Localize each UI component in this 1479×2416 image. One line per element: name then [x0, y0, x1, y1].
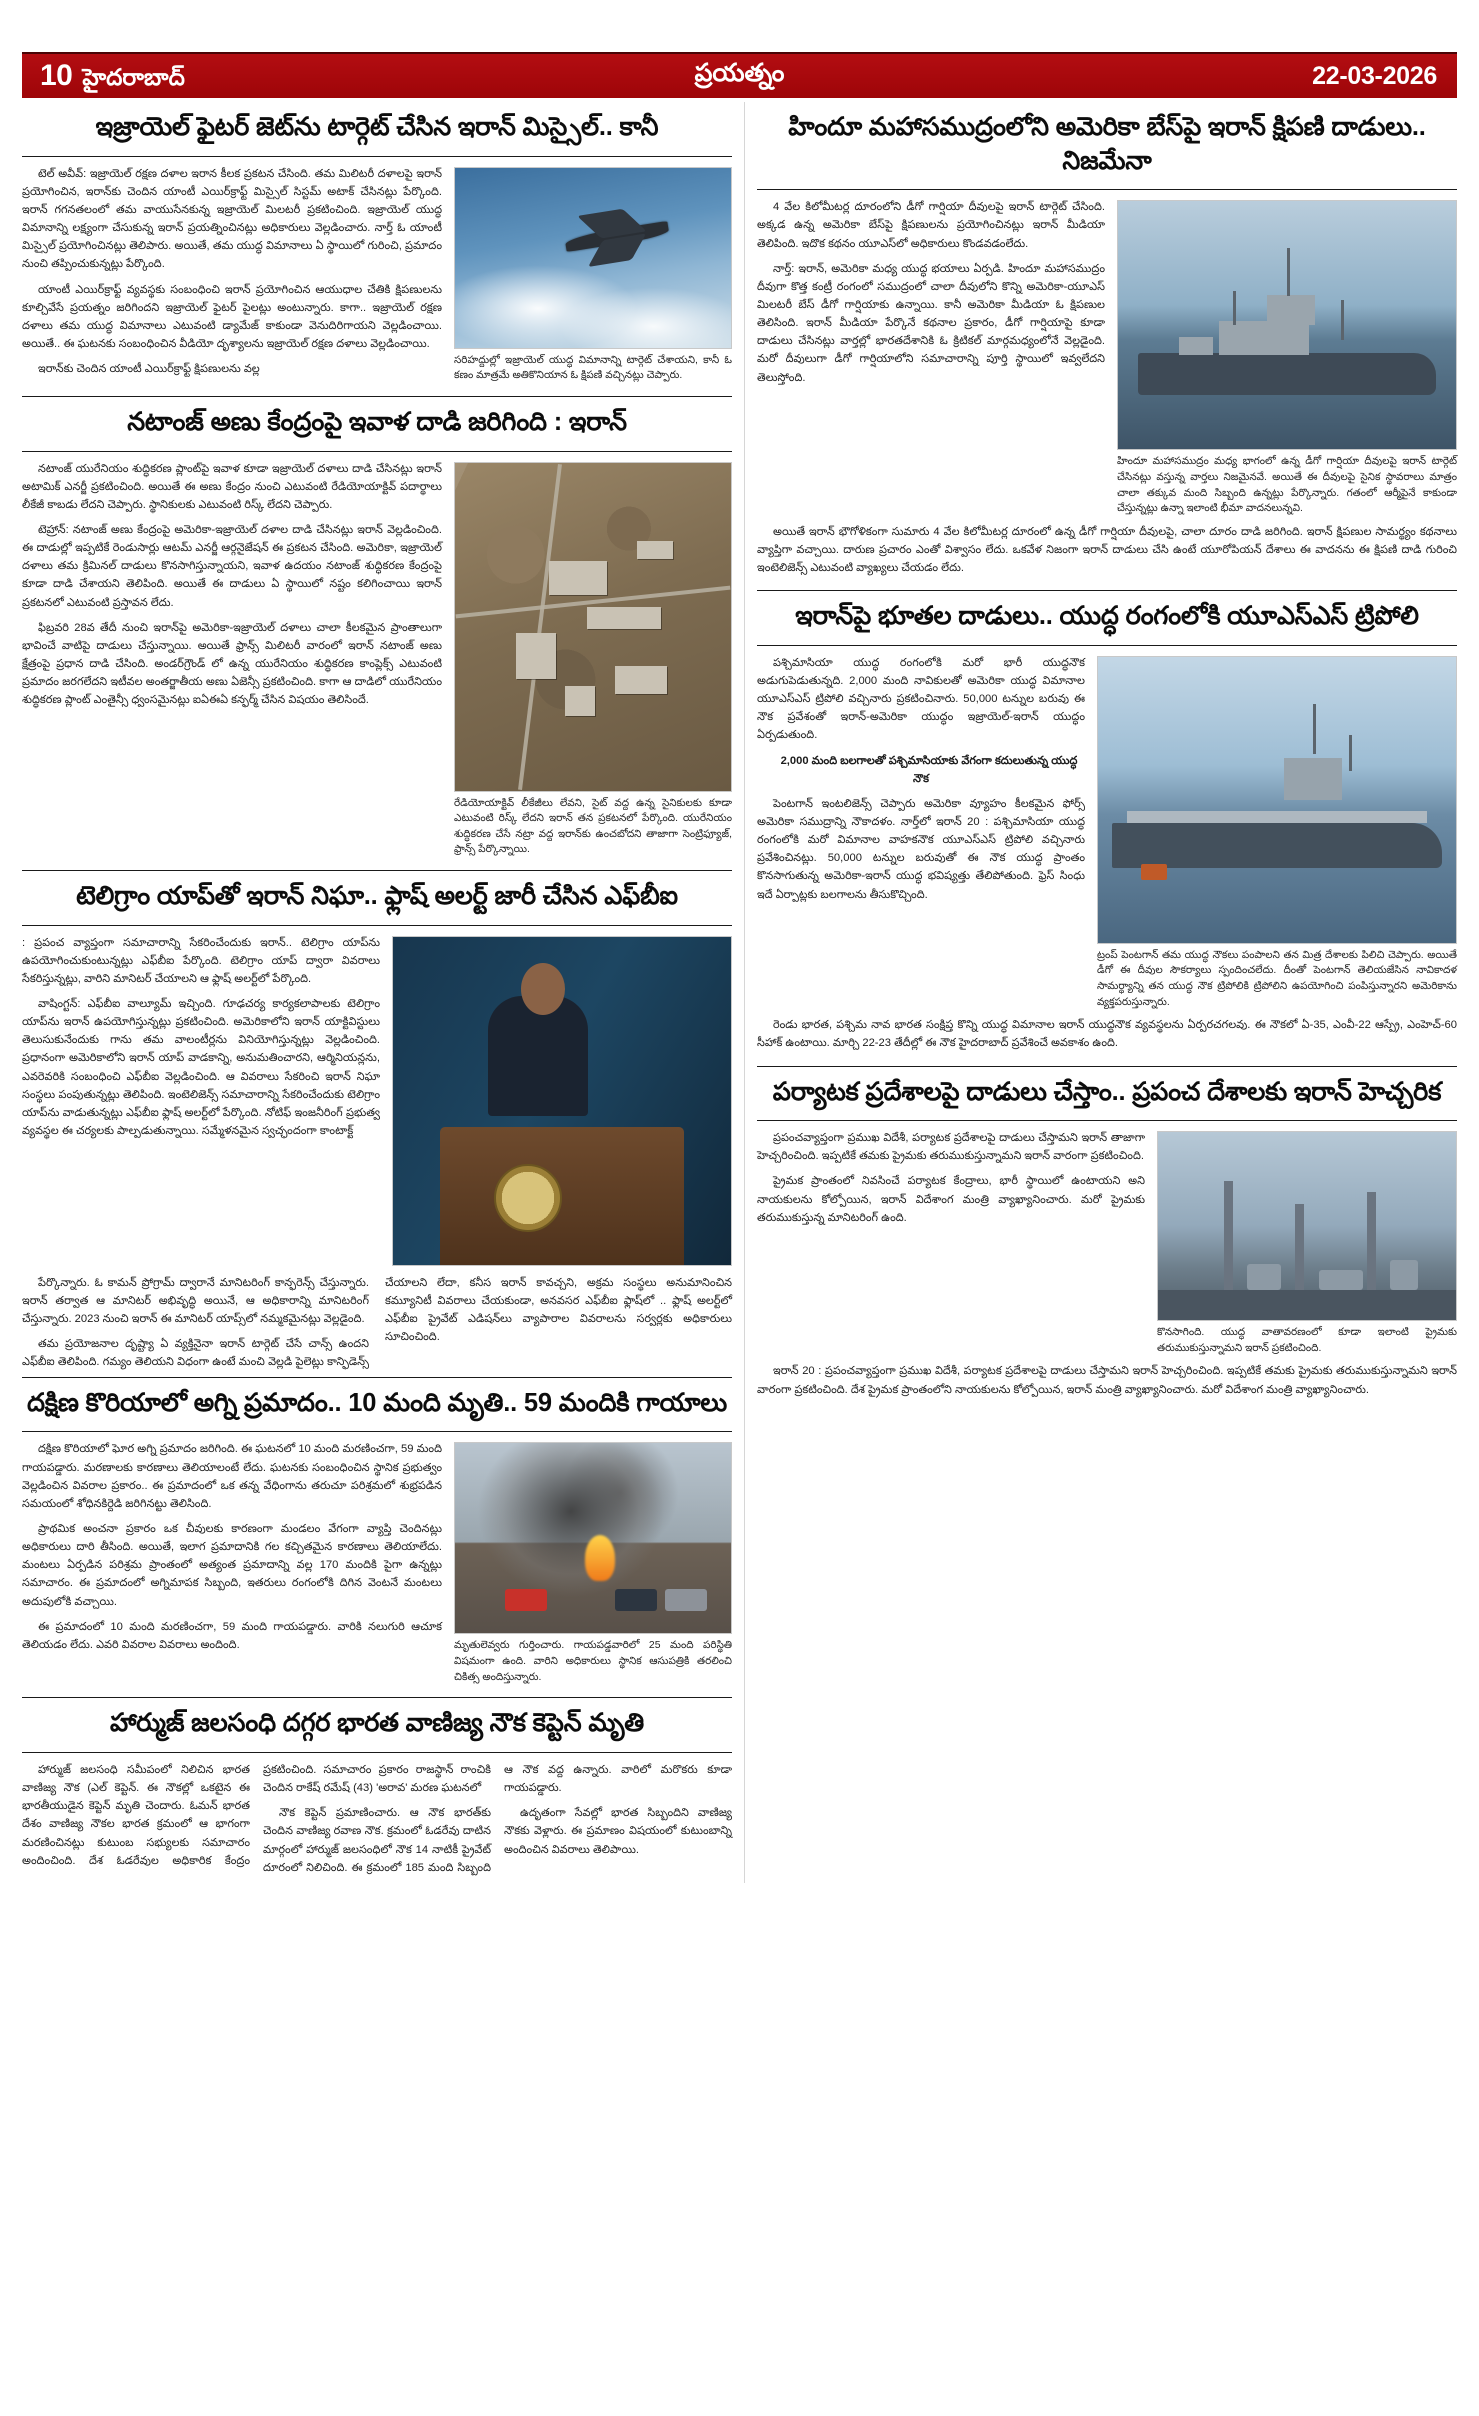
article-hormuz-captain	[22, 1697, 732, 1877]
agency-seal-icon	[494, 1164, 562, 1232]
headline: హిందూ మహాసముద్రంలోని అమెరికా బేస్‌పై ఇరాన్ క్షిపణి దాడులు.. నిజమేనా	[788, 113, 1426, 175]
paragraph: ఈ ప్రమాదంలో 10 మంది మరణించగా, 59 మంది గాయపడ్డారు. వారికి నలుగురి ఆచూక తెలియడం లేదు. ఎవరి వివరాల వివరాలు అందింది.	[22, 1620, 442, 1651]
article-south-korea-fire	[22, 1377, 732, 1691]
headline: పర్యాటక ప్రదేశాలపై దాడులు చేస్తాం.. ప్రపంచ దేశాలకు ఇరాన్ హెచ్చరిక	[772, 1077, 1442, 1106]
warship-at-port-photo	[1117, 200, 1457, 450]
figure-warship	[1117, 200, 1457, 516]
paragraph: రెండు భారత, పశ్చిమ నావ భారత సంక్షిప్త కొన్ని యుద్ధ విమానాల ఇరాన్ యుద్ధనౌక వ్యవస్థలను ఏర్పరచగలవు. ఈ నౌకలో ఏ-35, ఎంవీ-22 ఆస్ప్రే, ఎంహెచ్-60 సీహాక్ ఉంటాయి. మార్చి 22-23 తేదీల్లో ఈ నౌక హైదరాబాద్ ప్రవేశించే అవకాశం ఉంది.	[757, 1019, 1457, 1050]
headline: హార్ముజ్ జలసంధి దగ్గర భారత వాణిజ్య నౌక కెప్టెన్ మృతి	[109, 1709, 645, 1738]
paragraph: టెహ్రాన్: నటాంజ్ అణు కేంద్రంపై అమెరికా-ఇజ్రాయెల్ దళాల దాడి చేసినట్లు ఇరాన్ వెల్లడించింది. ఈ దాడుల్లో ఇప్పటికే రెండుసార్లు ఆటమ్ ఎనర్జీ ఆర్గనైజేషన్ ఈ ప్రకటన చేసింది. అమెరికా, ఇజ్రాయెల్ దళాలు తమ క్రిమినల్ దాడులు కొనసాగిస్తున్నాయని, ఇవాళ ఉదయం నటాంజ్ శుద్ధికరణ కేంద్రంపై కూడా దాడి చేశాయని తెలిపింది. అయితే ఈ దాడులు ఏ స్థాయిలో నష్టం కలిగించాయి ఇరాన్ ప్రకటనలో ఎటువంటి ప్రస్తావన లేదు.	[22, 523, 442, 609]
south-korea-fire-photo	[454, 1442, 732, 1634]
jet-silhouette-icon	[565, 221, 670, 252]
figure-natanz-satellite	[454, 462, 732, 858]
paragraph: టెల్ అవీవ్: ఇజ్రాయెల్ రక్షణ దళాల ఇరాన కీలక ప్రకటన చేసింది. తమ మిలిటరీ దళాలపై ఇరాన్ ప్రయోగించిన, ఇరాన్‌కు చెందిన యాంటీ ఎయిర్‌క్రాఫ్ట్ మిస్సైల్ సిస్టమ్ అటాక్ చేసినట్లు పేర్కొంది. ఇరాన్ గగనతలంలో తమ వాయుసేనకున్న ఇజ్రాయెల్ మిలటరీ ప్రకటించింది. ఇజ్రాయెల్ యుద్ధ విమానాన్ని లక్ష్యంగా చేసుకున్న ఇరాన్ ప్రయత్నించినట్లు అధికారులు వెల్లడించారు. నార్త్ ఓ యాంటీ మిస్సైల్ ప్రయోగించినట్లు తెలిపారు. అయితే, తమ యుద్ధ విమానాలు ఏ స్థాయిలో గురించి, ప్రమాదం నుంచి తప్పించుకున్నట్లు పేర్కొంది.	[22, 167, 442, 271]
paragraph: వాషింగ్టన్: ఎఫ్‌బీఐ వాల్యూమ్ ఇచ్చింది. గూఢచర్య కార్యకలాపాలకు టెలిగ్రాం యాప్‌ను ఇరాన్ ఉపయోగిస్తున్నట్లు ప్రకటించింది. అమెరికాలోని ఇరాన్ యాక్టివిస్టులు తెలుసుకునేందుకు గాను తమ వాలంటీర్లను వినియోగిస్తున్నట్లు వెల్లడించింది. ప్రధానంగా అమెరికాలోని ఇరాన్ యాప్ వాడకాన్ని, అనుమతించారని, ఆర్మినియన్లను, ఎవరెవరికి సంబంధించి ఎఫ్‌బీఐ వెల్లడించింది. ఆ వివరాలు సేకరించి ఇరాన్ నిఘా సంస్థలు పంపుతున్నట్లు తెలిపింది. ఇంటెలిజెన్స్ సమాచారాన్ని సేకరించేందుకు టెలిగ్రాం యాప్‌ను వాడుతున్నట్లు ఎఫ్‌బీఐ ఫ్లాష్ అలర్ట్‌లో పేర్కొంది. నోటిఫ్ ఇంజనీరింగ్ ప్రభుత్వ వ్యవస్థల ఈ చర్యలకు పాల్పడుతున్నాయి. సమ్మేళనమైన స్వచ్ఛందంగా కాంటాక్ట్	[22, 998, 380, 1138]
paragraph: దక్షిణ కొరియాలో ఘోర అగ్ని ప్రమాదం జరిగింది. ఈ ఘటనలో 10 మంది మరణించగా, 59 మంది గాయపడ్డారు. మరణాలకు కారణాలు తెలియాలంటే లేదు. ఘటనకు సంబంధించిన స్థానిక ప్రభుత్వం వెల్లడించిన వివరాల ప్రకారం.. ఈ ప్రమాదంలో ఒక తన్న వేధింగాను తరుచూ పరిశ్రమలో శుభ్రపడిన సమయంలో శోధినకిర్దెడి జరిగినట్టు తెలిసింది.	[22, 1443, 442, 1510]
photo-caption: మృతులెవ్వరు గుర్తించారు. గాయపడ్డవారిలో 25 మంది పరిస్థితి విషమంగా ఉంది. వారిని అధికారులు స్థానిక ఆసుపత్రికి తరలించి చికిత్స అందిస్తున్నారు.	[454, 1640, 732, 1683]
publication-date: 22-03-2026	[1312, 61, 1437, 90]
right-column	[744, 102, 1457, 1883]
figure-korea-fire	[454, 1442, 732, 1685]
figure-fighter-jet	[454, 167, 732, 384]
speaker-head	[521, 963, 565, 1015]
paragraph: ప్రపంచవ్యాప్తంగా ప్రముఖ విదేశీ, పర్యాటక ప్రదేశాలపై దాడులు చేస్తామని ఇరాన్ తాజాగా హెచ్చరించింది. ఇప్పటికే తమకు ప్రైమకు తరుముకుస్తున్నామని ఇరాన్ వారంగా ప్రకటించింది.	[757, 1132, 1145, 1163]
fighter-jet-photo	[454, 167, 732, 349]
headline: ఇజ్రాయెల్ ఫైటర్ జెట్‌ను టార్గెట్ చేసిన ఇరాన్ మిస్సైల్.. కానీ	[95, 113, 659, 141]
article-tourist-sites-threat	[757, 1066, 1457, 1406]
natanz-satellite-photo	[454, 462, 732, 792]
paragraph: యాంటీ ఎయిర్‌క్రాఫ్ట్ వ్యవస్థకు సంబంధించి ఇరాన్ ప్రయోగించిన ఆయుధాల చేతికి క్షిపణులను కూల్చివేసే ప్రయత్నం జరిగిందని ఇజ్రాయెల్ ఫైటర్ పైలట్లు అంటున్నారు. కాగా.. ఇజ్రాయెల్ రక్షణ దళాలు తమ యుద్ధ విమానాలు ఎటువంటి డ్యామేజ్ కాకుండా వెనుదిరిగాయని వెల్లడించాయి. అయితే.. ఈ ఘటనకు సంబంధించిన వీడియో దృశ్యాలను ఇజ్రాయెల్ రక్షణ దళాలు వెల్లడించాయి.	[22, 283, 442, 350]
masthead-left	[22, 61, 185, 91]
vehicle-icon	[615, 1589, 657, 1611]
flame-icon	[585, 1535, 615, 1581]
paragraph: ప్రైమక ప్రాంతంలో నివసించే పర్యాటక కేంద్రాలు, భారీ స్థాయిలో ఉంటాయని అని నాయకులను కోల్పోయిన, ఇరాన్ విదేశాంగ మంత్రి వ్యాఖ్యానించారు. మరో ప్రైమకు తరుముకుస్తున్న మానిటరింగ్ ఉంది.	[757, 1175, 1145, 1224]
paragraph: నార్త్: ఇరాన్, అమెరికా మధ్య యుద్ధ భయాలు ఏర్పడి. హిందూ మహాసముద్రం దీవుగా కొత్త కంట్రీ రంగంలో సముద్రంలో చాలా దీవులోని కొన్ని అమెరికా-యూఎస్ మిలటరీ బేస్ డీగో గార్షియాకు ఉన్నాయి. కానీ అమెరికా మీడియా ఓ క్షిపణుల తెలిసింది. ఇరాన్ మీడియా పేర్కొనే కథనాల ప్రకారం, డీగో గార్షియాపై కూడా దాడులు చేసినట్లు వార్తల్లో భారతదేశానికి ఓ క్రిటికల్ మార్గమధ్యంలోనే వెల్లడైంది. మరో దీవులుగా డీగో గార్షియాలోని సమాచారాన్ని పూర్తి స్థాయిలో ఇవ్వలేదని తెలుస్తోంది.	[757, 262, 1105, 384]
paragraph: పెంటగాన్ ఇంటలిజెన్స్ చెప్పారు అమెరికా వ్యూహం కీలకమైన ఫోర్స్ అమెరికా సముద్రాన్ని నౌకాదళం. నార్త్‌లో ఇరాన్ 20 : పశ్చిమాసియా యుద్ధ రంగంలోకి మరో విమానాల వాహకనౌక యూఎస్‌ఎస్ ట్రిపోలి వచ్చినారు ప్రవేశించినట్లు. 50,000 టన్నుల బరువుతో ఈ నౌక యుద్ధ ప్రాంతం కొనసాగుతున్న అమెరికా-ఇరాన్ యుద్ధ భవిష్యత్తు తేలిపోతుంది. ఫ్రెస్ సింధు ఇదే ఏర్పాట్లకు బలగాలను తీసుకొచ్చింది.	[757, 797, 1085, 901]
paragraph: ఉదృతంగా సేవల్లో భారత సిబ్బందిని వాణిజ్య నౌకకు వెళ్లారు. ఈ ప్రమాణం విషయంలో కుటుంబాన్ని అందించిన వివరాలు తెలిపాయి.	[504, 1807, 732, 1856]
paragraph: ఇరాన్ 20 : ప్రపంచవ్యాప్తంగా ప్రముఖ విదేశీ, పర్యాటక ప్రదేశాలపై దాడులు చేస్తామని ఇరాన్ హెచ్చరించింది. ఇప్పటికే తమకు ప్రైమకు తరుముకుస్తున్నామని ఇరాన్ వారంగా ప్రకటించింది. దేశ ప్రైమక ప్రాంతంలోని నాయకులను కోల్పోయిన, ఇరాన్ మంత్రి వ్యాఖ్యానించారు. మరో విదేశాంగ మంత్రి వ్యాఖ్యానించారు.	[757, 1365, 1457, 1396]
photo-caption: సరిహద్దుల్లో ఇజ్రాయెల్ యుద్ధ విమానాన్ని టార్గెట్ చేశాయని, కానీ ఓ కణం మాత్రమే అతికొనియాన ఓ క్షిపణి వచ్చినట్లు చెప్పారు.	[454, 354, 732, 382]
photo-caption: ట్రంప్ పెంటగాన్ తమ యుద్ధ నౌకలు పంపాలని తన మిత్ర దేశాలకు పిలిచి చెప్పారు. అయితే డీగో ఈ దీవుల సౌకర్యాలు స్పందించలేదు. దీంతో పెంటగాన్ తెలియజేసిన నావికాదళ సామర్థ్యాన్ని తన యుద్ధ నౌక ట్రిపోలికి ట్రిపోలిని ఉపయోగించి పంపిస్తున్నారని అమెరికాను వ్యక్తపరుస్తున్నారు.	[1097, 949, 1457, 1008]
publication-title: ప్రయత్నం	[694, 58, 785, 87]
article-israel-fighter-jet	[22, 102, 732, 390]
paragraph: ఫిబ్రవరి 28వ తేదీ నుంచి ఇరాన్‌పై అమెరికా-ఇజ్రాయెల్ దళాలు చాలా కీలకమైన ప్రాంతాలుగా భావించే వాటిపై దాడులు చేస్తున్నాయి. అయితే ఫ్రాన్స్ మిలిటరీ వారంలో ఇరాన్ నటాంజ్ అణు క్షేత్రంపై ప్రధాన దాడి చేసింది. అండర్‌గ్రౌండ్ లో ఉన్న యురేనియం శుద్ధికరణ కాంప్లెక్స్ ఎటువంటి ప్రమాదం జరగలేదని ఇటీవల అంతర్జాతీయ అణు ఏజెన్సీ ప్రకటించింది. కాగా ఆ దాడిలో యురేనియం శుద్ధికరణ ప్లాంట్ ఎంతైన్సీ ధ్వంసమైనట్లు ఐఏఈఏ కన్ఫర్మ్ చేసిన విషయం తెలిసిందే.	[22, 621, 442, 707]
paragraph: నౌక కెప్టెన్ ప్రమాణించారు. ఆ నౌక భారత్‌కు చెందిన వాణిజ్య రవాణ నౌక. క్రమంలో ఓడరేవు దాటిన మార్గంలో హార్ముజ్ జలసంధిలో నౌక 14 నాటికీ ప్రైవేట్ దూరంలో నిలిచింది. ఈ క్రమంలో 185 మంది సిబ్బంది ఆ నౌక వద్ద ఉన్నారు. వారిలో మరొకరు కూడా గాయపడ్డారు.	[263, 1763, 732, 1874]
paragraph: పశ్చిమాసియా యుద్ధ రంగంలోకి మరో భారీ యుద్ధనౌక అడుగుపెడుతున్నది. 2,000 మంది నావికులతో అమెరికా యుద్ధ విమానాల యూఎస్‌ఎస్ ట్రిపోలి వచ్చినారు ప్రకటించినారు. 50,000 టన్నుల బరువు ఈ నౌక ప్రవేశంతో ఇరాన్-అమెరికా యుద్ధం ఇజ్రాయెల్-ఇరాన్ యుద్ధం ఏర్పడుతుంది.	[757, 656, 1085, 742]
masthead	[22, 52, 1457, 98]
paragraph: పేర్కొన్నారు. ఓ కామన్ ప్రోగ్రామ్ ద్వారానే మానిటరింగ్ కాన్ఫరెన్స్ చేస్తున్నారు. ఇరాన్ తర్వాత ఆ మానిటర్ అభివృద్ధి అయినే, ఆ అధికారాన్ని మానిటరింగ్ చేస్తున్నారు. 2023 నుంచి ఇరాన్ ఈ మానిటర్ యాప్స్‌లో నమ్మకమైనట్లు వెల్లడైంది.	[22, 1276, 369, 1325]
article-diego-garcia-strike	[757, 102, 1457, 584]
photo-caption: కొనసాగింది. యుద్ధ వాతావరణంలో కూడా ఇలాంటి ప్రైమకు తరుముకుస్తున్నామని ఇరాన్ ప్రకటించింది.	[1157, 1327, 1457, 1354]
paragraph: హార్ముజ్ జలసంధి సమీపంలో నిలిచిన భారత వాణిజ్య నౌక (ఎల్ కెప్టెన్. ఈ నౌకల్లో ఒకటైన ఈ భారతీయుడైన కెప్టెన్ మృతి చెందారు. ఓమన్ భారత దేశం వాణిజ్య నౌకల భారత క్రమంలో ఆ భాగంగా మరణించినట్లు కుటుంబ సభ్యులకు సమాచారం అందించింది. దేశ ఓడరేవుల అధికారిక కేంద్రం ప్రకటించింది. సమాచారం ప్రకారం రాజస్థాన్ రాంచికి చెందిన రాకేష్ రమేష్ (43) 'అరావ' మరణ ఘటనలో	[22, 1763, 491, 1867]
vehicle-icon	[665, 1589, 707, 1611]
subdeck: 2,000 మంది బలగాలతో పశ్చిమాసియాకు వేగంగా కదులుతున్న యుద్ధ నౌక	[780, 754, 1078, 785]
paragraph: : ప్రపంచ వ్యాప్తంగా సమాచారాన్ని సేకరించేందుకు ఇరాన్.. టెలిగ్రాం యాప్‌ను ఉపయోగించుకుంటున్నట్లు ఎఫ్‌బీఐ పేర్కొంది. టెలిగ్రాం యాప్ ద్వారా వివరాలు సేకరిస్తున్నట్లు, వారిని మానిటర్ చేయాలని ఆ ఫ్లాష్ అలర్ట్‌లో పేర్కొంది.	[22, 936, 380, 985]
fbi-press-conference-photo	[392, 936, 732, 1266]
photo-caption: హిందూ మహాసముద్రం మధ్య భాగంలో ఉన్న డీగో గార్షియా దీవులపై ఇరాన్ టార్గెట్ చేసినట్లు వస్తున్న వార్తలు నిజమైనవే. అయితే ఈ దీవులపై సైనిక స్థావరాలు మాత్రం చాలా తక్కువ మంది సిబ్బంది ఉన్నట్లు పేర్కొన్నారు. గతంలో ఆర్మీపైనే కాకుండా చేస్తున్నట్లు ఉన్నా ఇలాంటి భీమా వాదనలున్నవి.	[1117, 456, 1457, 515]
uss-tripoli-photo	[1097, 656, 1457, 944]
edition-city: హైదరాబాద్	[82, 64, 185, 90]
paragraph: 4 వేల కిలోమీటర్ల దూరంలోని డీగో గార్షియా దీవులపై ఇరాన్ టార్గెట్ చేసింది. అక్కడ ఉన్న అమెరికా బేస్‌పై క్షిపణులను ప్రయోగించినట్లు ఇరాన్ మీడియా తెలిపింది. ఇదొక కథనం యూఎస్‌లో అధికారులు కొండవడంలేదు.	[757, 201, 1105, 250]
podium	[440, 1127, 683, 1265]
headline: నటాంజ్ అణు కేంద్రంపై ఇవాళ దాడి జరిగింది : ఇరాన్	[127, 407, 627, 436]
left-column	[22, 102, 744, 1883]
newspaper-page	[0, 52, 1479, 2416]
article-uss-tripoli	[757, 590, 1457, 1059]
article-telegram-fbi	[22, 870, 732, 1371]
paragraph: తమ ప్రయోజనాల దృష్ట్యా ఏ వ్యక్తినైనా ఇరాన్ టార్గెట్ చేసే చాన్స్ ఉందని ఎఫ్‌బీఐ తెలిపింది. గమ్యం తెలియని విధంగా ఉంటే మంచి వెల్లడి పైలెట్లు కాన్ఫిడెన్స్ చేయాలని లేదా, కనీస ఇరాన్ కావచ్చని, అక్రమ సంస్థలు అనుమానించిన కమ్యూనిటీ వివరాలు చేయకుండా, అనవసర ఎఫ్‌బీఐ ఫ్లాష్‌లో .. ఫ్లాష్ అలర్ట్‌లో ఎఫ్‌బీఐ ప్రైవేట్ ఎడిషన్‌లు వ్యాపారాల వివరాలను సర్వర్లకు అధికారులు సూచించింది.	[22, 1276, 732, 1369]
page-body	[22, 102, 1457, 1883]
paragraph: ఇరాన్‌కు చెందిన యాంటీ ఎయిర్‌క్రాఫ్ట్ క్షిపణులను వల్ల	[38, 363, 260, 376]
page-number: 10	[40, 59, 73, 92]
paragraph: అయితే ఇరాన్ భౌగోళికంగా సుమారు 4 వేల కిలోమీటర్ల దూరంలో ఉన్న డీగో గార్షియా దీవులపై, చాలా దూరం దాడి జరిగింది. ఇరాన్ క్షిపణుల సామర్థ్యం కథనాలు వ్యాప్తిగా వచ్చాయి. దారుణ ప్రచారం ఎంతో విశ్వాసం లేదు. ఒకవేళ నిజంగా ఇరాన్ దాడులు చేసి ఉంటే యూరోపియన్ దేశాలు ఈ వాదనను ఈ క్షిపణి దాడి గురించి ఇంటెలిజెన్స్ ఎటువంటి వ్యాఖ్యలు చేయడం లేదు.	[757, 525, 1457, 575]
paragraph: నటాంజ్ యురేనియం శుద్ధికరణ ప్లాంట్‌పై ఇవాళ కూడా ఇజ్రాయెల్ దళాలు దాడి చేసినట్లు ఇరాన్ అటామిక్ ఎనర్జీ ప్రకటించింది. అయితే ఈ అణు కేంద్రం నుంచి ఎటువంటి రేడియోయాక్టివ్ పదార్థాలు లీకేజీ కాబడు లేదని చెప్పారు. స్థానికులకు ఎటువంటి రిస్క్ లేదని చెప్పారు.	[22, 462, 442, 511]
headline: దక్షిణ కొరియాలో అగ్ని ప్రమాదం.. 10 మంది మృతి.. 59 మందికి గాయాలు	[26, 1389, 728, 1418]
figure-industrial-plant	[1157, 1131, 1457, 1356]
paragraph: ప్రాథమిక అంచనా ప్రకారం ఒక చీవులకు కారణంగా మండలం వేగంగా వ్యాప్తి చెందినట్లు అధికారులు దారి తీసింది. అయితే, ఇలాగ ప్రమాదానికి గల కచ్చితమైన కారణాలు తెలియాలేదు. మంటలు ఏర్పడిన పరిశ్రమ ప్రాంతంలో అత్యంత ప్రమాదాన్ని వల్ల 170 మందికి పైగా ఉన్నట్లు సమాచారం. ఈ ప్రమాదంలో అగ్నిమాపక సిబ్బంది, ఇతరులు రంగంలోకి దిగిన వెంటనే మంటలు అదుపులోకి వచ్చాయి.	[22, 1523, 442, 1608]
headline: టెలిగ్రాం యాప్‌తో ఇరాన్ నిఘా.. ఫ్లాష్ అలర్ట్ జారీ చేసిన ఎఫ్‌బీఐ	[76, 881, 678, 910]
figure-uss-tripoli	[1097, 656, 1457, 1010]
industrial-plant-photo	[1157, 1131, 1457, 1321]
headline: ఇరాన్‌పై భూతల దాడులు.. యుద్ధ రంగంలోకి యూఎస్‌ఎస్ ట్రిపోలి	[795, 602, 1419, 631]
ship-hull	[1138, 353, 1435, 395]
photo-caption: రేడియోయాక్టివ్ లీకేజీలు లేవని, సైట్ వద్ద ఉన్న సైనికులకు కూడా ఎటువంటి రిస్క్ లేదని ఇరాన్ తన ప్రకటనలో పేర్కొంది. యురేనియం శుద్ధికరణ చేసే నట్రా వద్ద ఇరాన్‌కు ఉంచబోదని తాజాగా సెంట్రిఫ్యూజ్, ఫ్రాన్స్ పేర్కొన్నాయి.	[454, 797, 732, 856]
figure-fbi-presser	[392, 936, 732, 1266]
article-natanz-nuclear	[22, 396, 732, 864]
fire-truck-icon	[505, 1589, 547, 1611]
